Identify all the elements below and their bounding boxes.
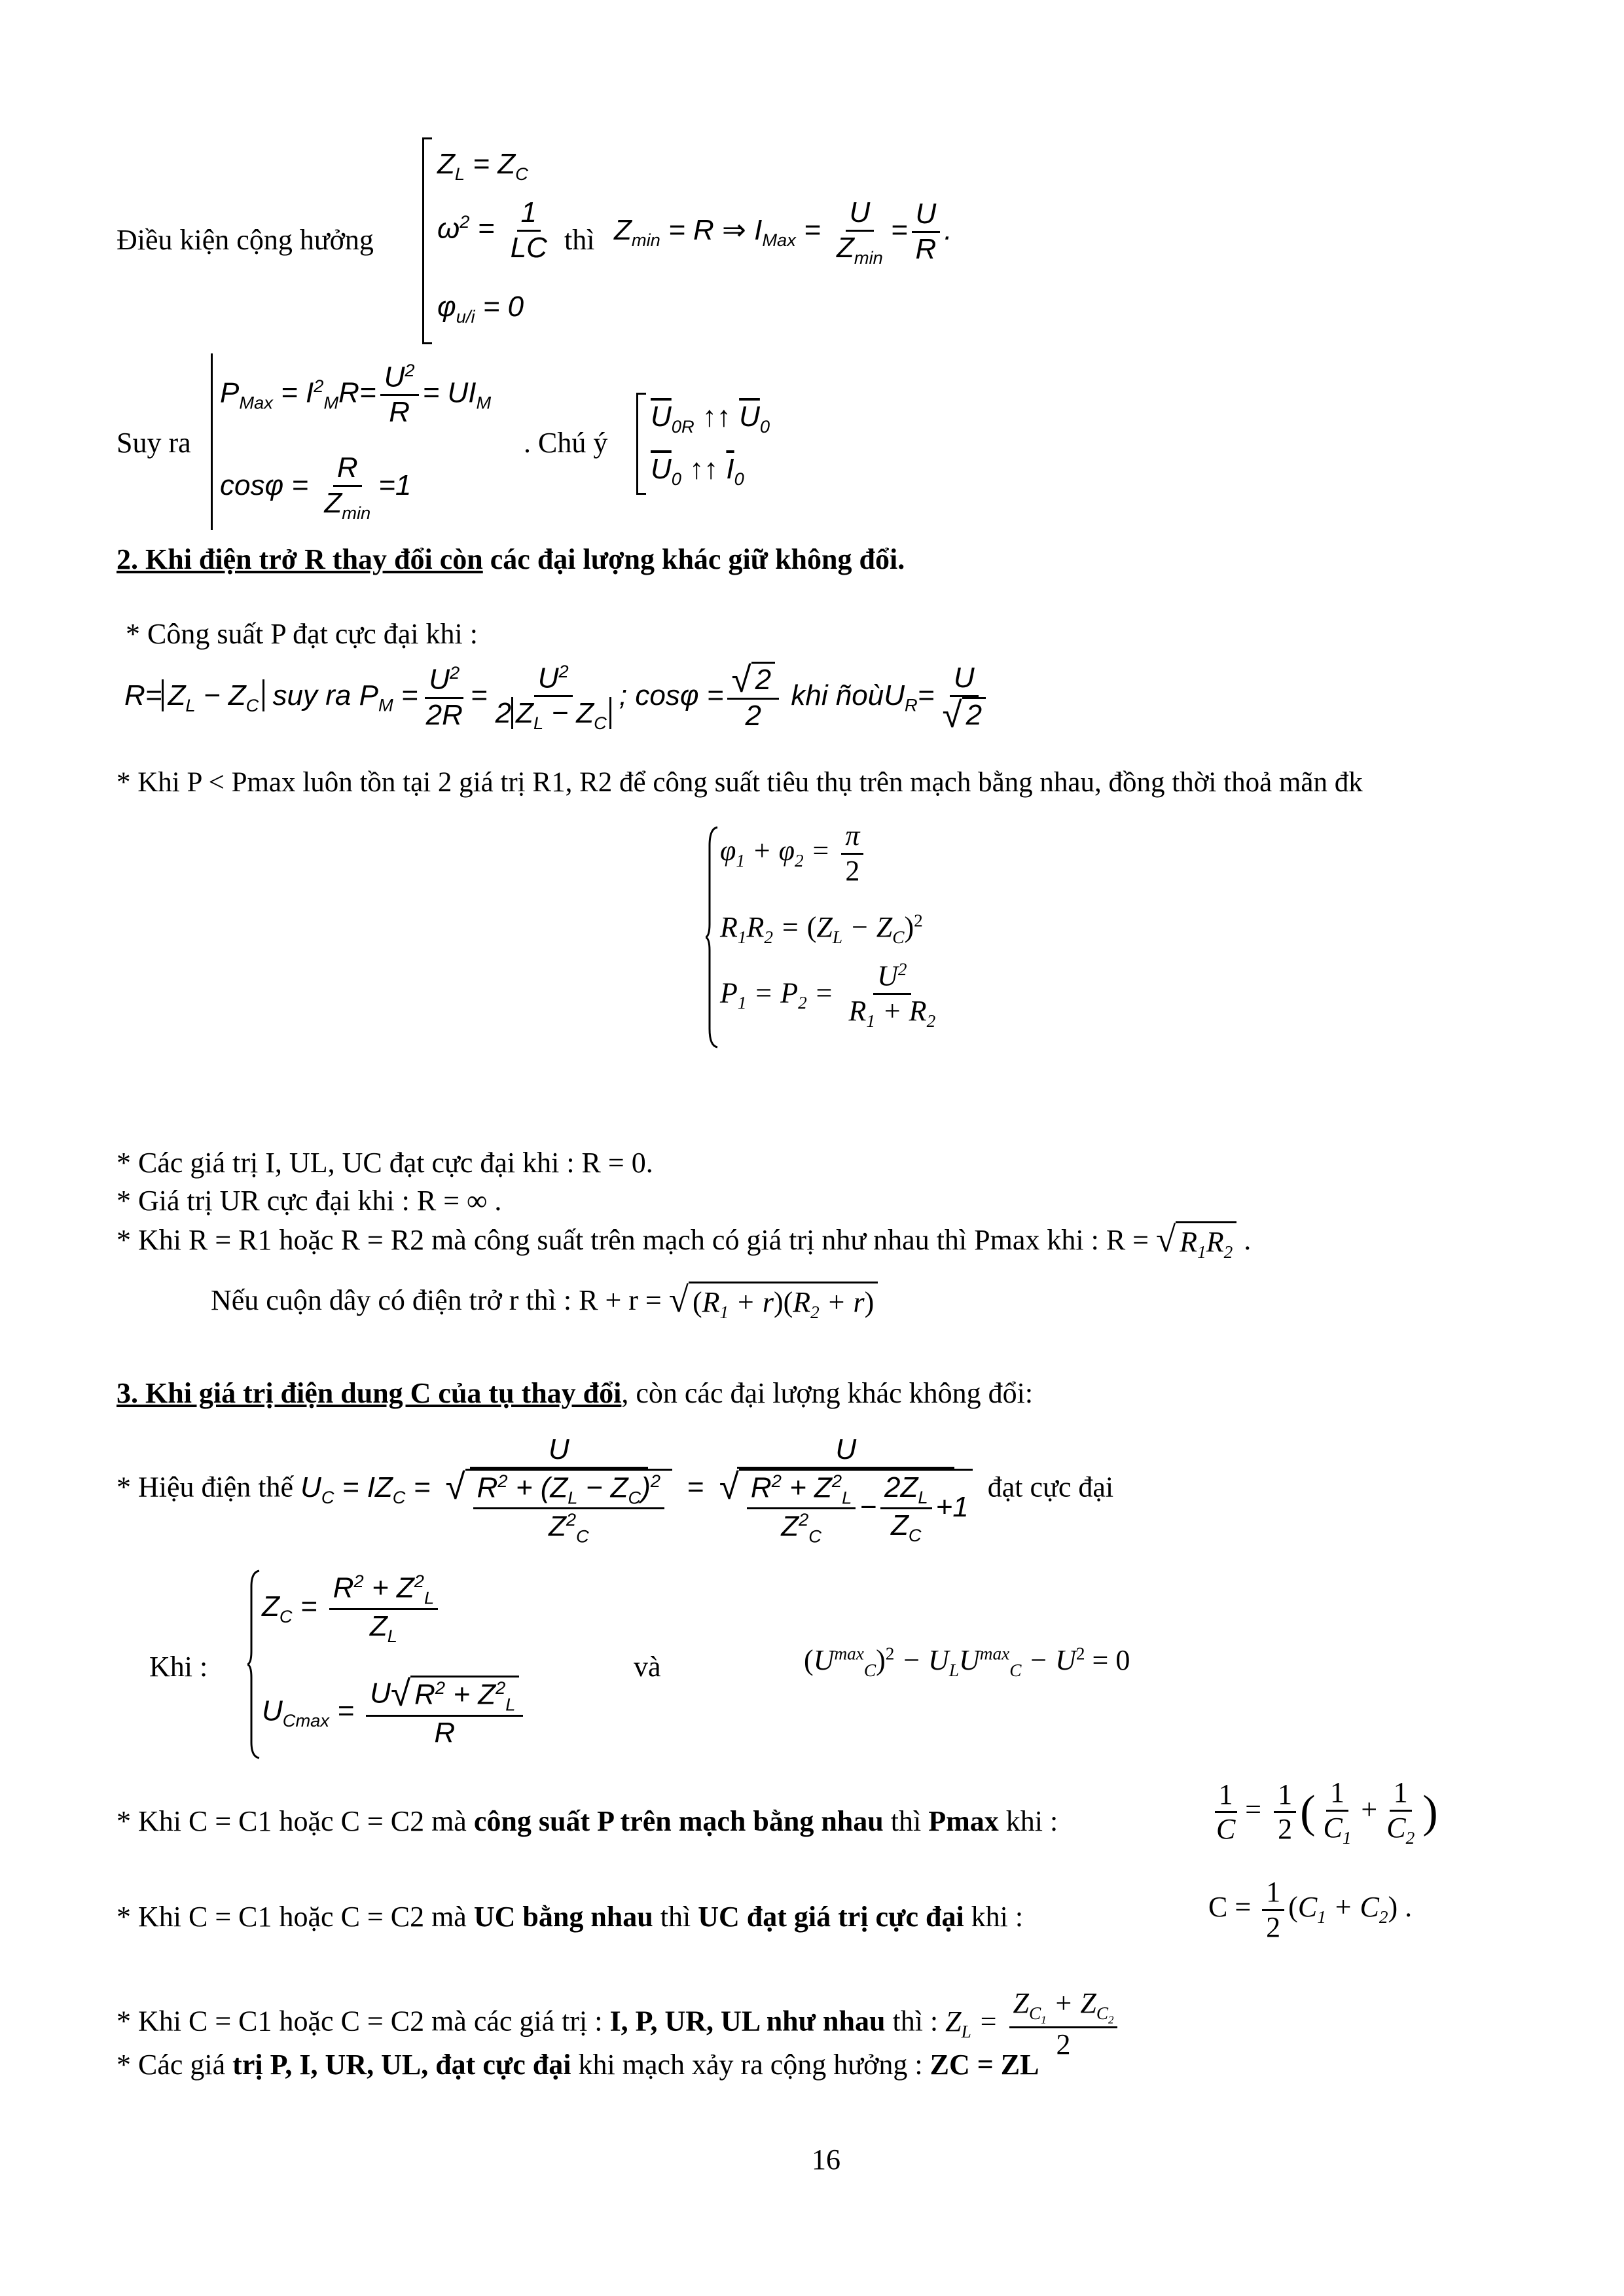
resonance-label: Điều kiện cộng hưởng bbox=[117, 224, 374, 256]
khi-eq2: $U_{Cmax}$ = U √ $R^2 + Z^2_L$ R bbox=[262, 1676, 527, 1749]
note-eq1: $\overline{U}_{0R}$ ↑↑ $\overline{U}_0$ bbox=[651, 401, 770, 437]
section3-va: và bbox=[634, 1651, 661, 1683]
section3-c4: * Các giá trị P, I, UR, UL, đạt cực đại khi mạch xảy ra cộng hưởng : ZC = ZL bbox=[117, 2049, 1039, 2081]
resonance-bracket bbox=[422, 137, 432, 344]
resonance-then: thì bbox=[564, 224, 595, 256]
c1-formula: $\frac{1}{C}$ = $\frac{1}{2}$ ( $\frac{1}{C_1}$ + $\frac{1}{C_2}$ ) bbox=[1208, 1776, 1438, 1848]
section3-c1: * Khi C = C1 hoặc C = C2 mà công suất P trên mạch bằng nhau thì Pmax khi : bbox=[117, 1805, 1058, 1837]
suyra-label: Suy ra bbox=[117, 427, 191, 459]
section3-c3: * Khi C = C1 hoặc C = C2 mà các giá trị : I, P, UR, UL như nhau thì : $Z_L$ = $\frac{Z_{C_1} + Z_{C_2}}{2}$ bbox=[117, 1987, 1121, 2061]
page-number: 16 bbox=[812, 2144, 840, 2176]
suyra-bar bbox=[211, 353, 213, 530]
section2-p1: * Công suất P đạt cực đại khi : bbox=[126, 618, 478, 650]
section3-p1: * Hiệu điện thế $U_C = IZ_C$ = U √ $\frac{R^2 + (Z_L - Z_C)^2}{Z^2_C}$ = U √ $\frac{R^2 + Z^2_L}{Z^2_C}$ − $\frac{2Z_L}{Z_C}$ +1 đạt cực đại bbox=[117, 1433, 1114, 1547]
section3-heading: 3. Khi giá trị điện dung C của tụ thay đổi, còn các đại lượng khác không đổi: bbox=[117, 1377, 1034, 1409]
khi-eq1: $Z_C$ = $\frac{R^2 + Z^2_L}{Z_L}$ bbox=[262, 1571, 442, 1646]
note-eq2: $\overline{U}_0$ ↑↑ $\overline{I}_0$ bbox=[651, 453, 744, 489]
resonance-eq1: $Z_L = Z_C$ bbox=[437, 148, 528, 184]
note-bracket bbox=[636, 393, 646, 495]
section3-c2: * Khi C = C1 hoặc C = C2 mà UC bằng nhau thì UC đạt giá trị cực đại khi : bbox=[117, 1901, 1024, 1933]
resonance-eq2: $\omega^2$ = $\frac{1}{LC}$ bbox=[437, 196, 547, 264]
cond-eq3: $P_1 = P_2$ = $\frac{U^2}{R_1 + R_2}$ bbox=[720, 960, 936, 1031]
section2-b3: * Khi R = R1 hoặc R = R2 mà công suất trên mạch có giá trị như nhau thì Pmax khi : R = √ $R_1R_2$ . bbox=[117, 1221, 1251, 1265]
condition-brace bbox=[706, 826, 719, 1049]
suyra-eq1: $P_{Max} = I^2_MR=$ $\frac{U^2}{R}$ = $UI_M$ bbox=[220, 360, 492, 429]
cond-eq1: $\varphi_1 + \varphi_2$ = $\frac{\pi}{2}$ bbox=[720, 819, 867, 888]
resonance-result: $Z_{min} = R$ ⇒ $I_{Max}$ = $\frac{U}{Z_{min}}$ = $\frac{U}{R}$ . bbox=[614, 196, 952, 268]
suyra-eq2: cosφ = $\frac{R}{Z_{min}}$ =1 bbox=[220, 452, 412, 523]
suyra-note: . Chú ý bbox=[524, 427, 608, 459]
section2-b4: Nếu cuộn dây có điện trở r thì : R + r = √ $(R_1 + r)(R_2 + r)$ bbox=[211, 1282, 878, 1325]
cond-eq2: $R_1R_2 = (Z_L - Z_C)^2$ bbox=[720, 910, 923, 947]
section3-khi: Khi : bbox=[149, 1651, 208, 1683]
section2-heading: 2. Khi điện trở R thay đổi còn các đại lượng khác giữ không đổi. bbox=[117, 543, 905, 575]
section2-b1: * Các giá trị I, UL, UC đạt cực đại khi : R = 0. bbox=[117, 1147, 653, 1179]
section2-formula: $R= Z_L - Z_C$ suy ra $P_M$ = $\frac{U^2}{2R}$ = $\frac{U^2}{2 Z_L - Z_C}$ ; cosφ = √ 2 2 khi ñoùU$_R$= U √ 2 bbox=[124, 661, 994, 733]
va-eq: $(U^{max}_C)^2 - U_LU^{max}_C - U^2 = 0$ bbox=[804, 1643, 1130, 1680]
khi-brace bbox=[247, 1570, 261, 1759]
section2-p2: * Khi P < Pmax luôn tồn tại 2 giá trị R1, R2 để công suất tiêu thụ trên mạch bằng nhau, đồng thời thoả mãn đk bbox=[117, 767, 1363, 798]
resonance-eq3: $\varphi_{u/i} = 0$ bbox=[437, 291, 524, 327]
c2-formula: C = $\frac{1}{2}$ $(C_1 + C_2)$ . bbox=[1208, 1876, 1413, 1943]
section2-b2: * Giá trị UR cực đại khi : R = ∞ . bbox=[117, 1185, 502, 1217]
